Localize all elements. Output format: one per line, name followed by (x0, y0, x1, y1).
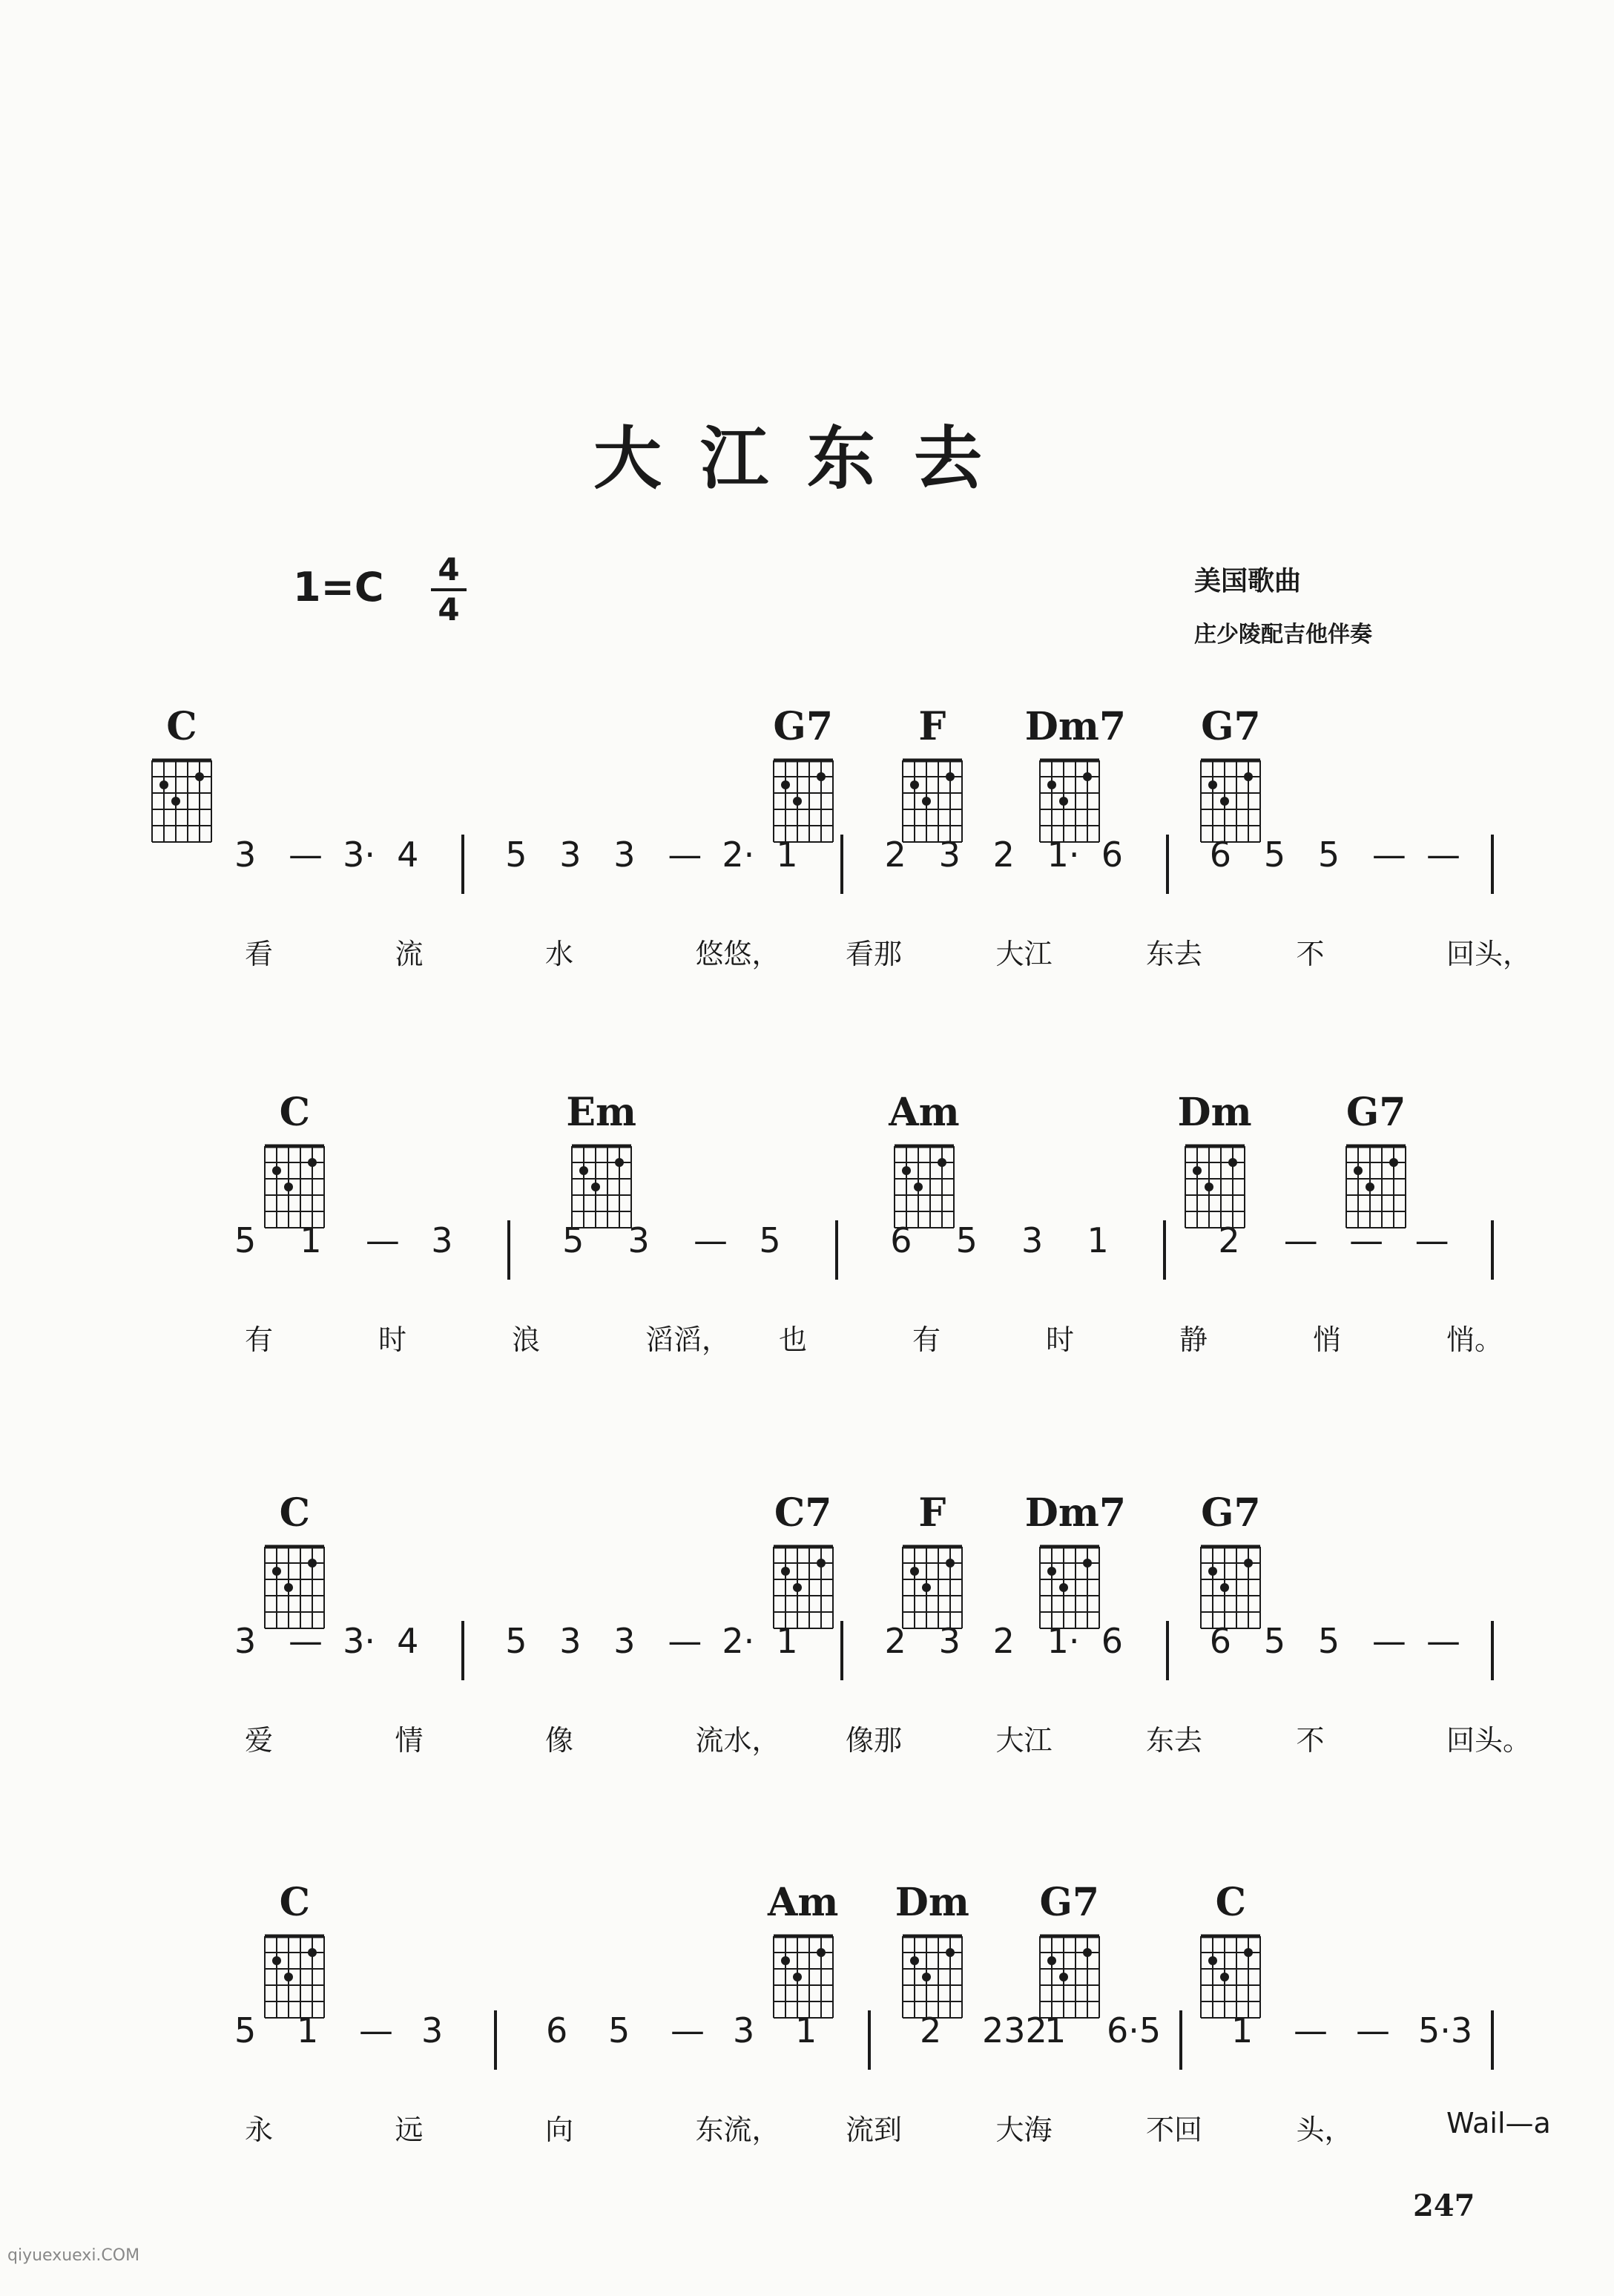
barline (868, 2010, 871, 2070)
barline (840, 1621, 843, 1680)
note: 4 (397, 1621, 419, 1661)
note: 1 (776, 835, 798, 875)
barline (1491, 835, 1494, 894)
chord-name: G7 (1345, 1090, 1406, 1135)
note: — (671, 2010, 705, 2050)
lyric-word: 悠悠， (695, 938, 780, 970)
notes-row (0, 1621, 1614, 1688)
chord-name: Dm7 (1024, 1490, 1127, 1536)
note: 3 (938, 835, 961, 875)
score-line (0, 1881, 1614, 2296)
lyric-word: 有 (912, 1323, 941, 1356)
lyric-word: 流 (395, 938, 424, 970)
note: 3 (613, 1621, 636, 1661)
note: 3 (1021, 1220, 1044, 1260)
chord-diagram (1190, 749, 1271, 846)
score-line (0, 1491, 1614, 1907)
chord (250, 1091, 339, 1231)
note: 1 (300, 1220, 322, 1260)
note: 6·5 (1107, 2010, 1162, 2050)
time-signature-bottom: 4 (438, 591, 460, 628)
notes-row (0, 835, 1614, 901)
lyric-word: 回头， (1446, 938, 1532, 970)
lyric-word: 东流， (695, 2114, 780, 2146)
chord-diagram (1174, 1135, 1256, 1231)
note: 6 (1101, 1621, 1123, 1661)
chord (1170, 1091, 1259, 1231)
lyric-word: 大江 (995, 1724, 1053, 1757)
chord (250, 1881, 339, 2022)
barline (1491, 2010, 1494, 2070)
note: 5 (1317, 835, 1340, 875)
lyric-word: 不 (1296, 1724, 1325, 1757)
lyric-word: 静 (1179, 1323, 1208, 1356)
barline (1163, 1220, 1166, 1280)
chord-diagram (254, 1536, 335, 1632)
note: — (1414, 1220, 1449, 1260)
chord (759, 705, 848, 846)
note: 3 (559, 1621, 582, 1661)
note: — (1371, 1621, 1406, 1661)
chord (1024, 704, 1127, 846)
score-line (0, 1091, 1614, 1506)
note: 5 (1263, 1621, 1286, 1661)
note: — (1294, 2010, 1328, 2050)
note: 1· (1047, 1621, 1080, 1661)
lyric-word: 不回 (1146, 2114, 1203, 2146)
note: 6 (546, 2010, 568, 2050)
chord (888, 1881, 977, 2022)
note: 1 (1231, 2010, 1254, 2050)
note: 2 (1218, 1220, 1240, 1260)
lyric-word: 看 (245, 938, 274, 970)
lyric-word: 悄 (1313, 1323, 1342, 1356)
note: 1 (776, 1621, 798, 1661)
note: 5 (1263, 835, 1286, 875)
barline (835, 1220, 838, 1280)
note: 1 (297, 2010, 319, 2050)
chord-name: C (279, 1880, 310, 1925)
chord (1186, 1881, 1275, 2022)
chord-diagram (1190, 1925, 1271, 2022)
lyric-word: 东去 (1146, 938, 1203, 970)
chord (250, 1491, 339, 1632)
note: 2· (722, 835, 755, 875)
chord (557, 1091, 646, 1231)
note: 5 (505, 1621, 527, 1661)
chord-diagram (1029, 749, 1110, 846)
note: 3 (613, 835, 636, 875)
note: 3 (421, 2010, 444, 2050)
lyric-word: 情 (395, 1724, 424, 1757)
barline (1166, 1621, 1169, 1680)
lyric-word: 也 (779, 1323, 808, 1356)
lyrics-row (0, 931, 1614, 976)
lyric-word: 回头。 (1446, 1724, 1532, 1757)
chord-diagram (141, 749, 223, 846)
note: 3 (431, 1220, 453, 1260)
lyric-word: 永 (245, 2114, 274, 2146)
chord (759, 1491, 848, 1632)
chord (1025, 1881, 1114, 2022)
chord (759, 1881, 848, 2022)
chord-name: Am (768, 1880, 839, 1925)
chord-name: C (1215, 1880, 1247, 1925)
note: 5·3 (1418, 2010, 1473, 2050)
lyric-word: 大江 (995, 938, 1053, 970)
chord-name: F (918, 704, 946, 749)
note: — (1349, 1220, 1384, 1260)
chord-diagram (762, 1536, 844, 1632)
note: 5 (759, 1220, 781, 1260)
lyric-word: 流到 (846, 2114, 903, 2146)
barline (840, 835, 843, 894)
note: 2 (884, 1621, 906, 1661)
lyric-word: Wail—a (1446, 2107, 1551, 2139)
chord-diagram (892, 1536, 973, 1632)
lyrics-row (0, 2107, 1614, 2151)
note: 2 (920, 2010, 942, 2050)
lyric-word: 远 (395, 2114, 424, 2146)
chord-diagram (762, 749, 844, 846)
chord-name: Dm (1177, 1090, 1252, 1135)
chord-name: C (279, 1090, 310, 1135)
note: 5 (234, 1220, 257, 1260)
note: 5 (955, 1220, 978, 1260)
note: — (289, 1621, 323, 1661)
note: — (1371, 835, 1406, 875)
note: 3 (628, 1220, 650, 1260)
chord-name: F (918, 1490, 946, 1536)
time-signature (426, 553, 471, 627)
note: 2 (884, 835, 906, 875)
lyric-word: 不 (1296, 938, 1325, 970)
chord (1186, 1491, 1275, 1632)
chord-name: G7 (1201, 704, 1261, 749)
note: 1· (1047, 835, 1080, 875)
note: 3 (559, 835, 582, 875)
barline (1166, 835, 1169, 894)
barline (1179, 2010, 1182, 2070)
chord-name: Am (889, 1090, 960, 1135)
barline (461, 835, 464, 894)
chord-diagram (762, 1925, 844, 2022)
chord-name: G7 (773, 704, 834, 749)
chord (888, 1491, 977, 1632)
lyric-word: 流水， (695, 1724, 780, 1757)
chord-diagram (892, 1925, 973, 2022)
chord-diagram (1335, 1135, 1417, 1231)
chord-name: C (279, 1490, 310, 1536)
chord (1331, 1091, 1420, 1231)
notes-row (0, 1220, 1614, 1287)
note: 6 (1101, 835, 1123, 875)
chord-name: C (166, 704, 197, 749)
lyric-word: 浪 (512, 1323, 541, 1356)
note: 5 (234, 2010, 257, 2050)
chord (888, 705, 977, 846)
note: 1 (1044, 2010, 1067, 2050)
note: 5 (562, 1220, 584, 1260)
note: 3· (343, 1621, 375, 1661)
credit-origin: 美国歌曲 (1194, 566, 1302, 596)
note: 1 (1087, 1220, 1109, 1260)
watermark: qiyuexuexi.COM (7, 2246, 140, 2265)
chord-diagram (254, 1925, 335, 2022)
note: — (1426, 835, 1460, 875)
lyric-word: 水 (545, 938, 574, 970)
lyric-word: 向 (545, 2114, 574, 2146)
lyrics-row (0, 1717, 1614, 1762)
note: — (668, 835, 702, 875)
note: 6 (1209, 835, 1232, 875)
chord-diagram (883, 1135, 965, 1231)
chord-name: Dm (895, 1880, 969, 1925)
note: 3 (234, 1621, 257, 1661)
chord-name: C7 (774, 1490, 832, 1536)
barline (1491, 1621, 1494, 1680)
note: 3 (733, 2010, 755, 2050)
note: 2· (722, 1621, 755, 1661)
note: 232 (982, 2010, 1047, 2050)
notes-row (0, 2010, 1614, 2077)
credit-arranger: 庄少陵配吉他伴奏 (1194, 622, 1372, 648)
chord-diagram (1029, 1536, 1110, 1632)
chord-diagram (1190, 1536, 1271, 1632)
chord (1024, 1490, 1127, 1632)
note: 6 (890, 1220, 912, 1260)
note: 5 (608, 2010, 630, 2050)
lyric-word: 时 (1046, 1323, 1075, 1356)
time-signature-top: 4 (438, 551, 460, 588)
lyric-word: 悄。 (1446, 1323, 1503, 1356)
key-signature: 1=C (293, 564, 384, 611)
note: 6 (1209, 1621, 1232, 1661)
chord-diagram (254, 1135, 335, 1231)
lyric-word: 爱 (245, 1724, 274, 1757)
note: 1 (795, 2010, 817, 2050)
lyric-word: 时 (378, 1323, 407, 1356)
chord-diagram (561, 1135, 642, 1231)
song-title: 大江东去 (593, 418, 1021, 499)
note: 3· (343, 835, 375, 875)
lyric-word: 东去 (1146, 1724, 1203, 1757)
barline (507, 1220, 510, 1280)
lyrics-row (0, 1317, 1614, 1361)
lyric-word: 头， (1296, 2114, 1353, 2146)
chord (1186, 705, 1275, 846)
barline (494, 2010, 497, 2070)
note: — (693, 1220, 728, 1260)
chord-diagram (1029, 1925, 1110, 2022)
lyric-word: 大海 (995, 2114, 1053, 2146)
note: — (668, 1621, 702, 1661)
lyric-word: 看那 (846, 938, 903, 970)
note: 5 (505, 835, 527, 875)
note: — (365, 1220, 400, 1260)
note: 2 (992, 835, 1015, 875)
chord-diagram (892, 749, 973, 846)
chord-name: G7 (1039, 1880, 1100, 1925)
note: 3 (234, 835, 257, 875)
lyric-word: 有 (245, 1323, 274, 1356)
lyric-word: 像 (545, 1724, 574, 1757)
note: — (289, 835, 323, 875)
barline (461, 1621, 464, 1680)
barline (1491, 1220, 1494, 1280)
page-number: 247 (1413, 2188, 1475, 2223)
note: — (359, 2010, 393, 2050)
lyric-word: 滔滔， (645, 1323, 731, 1356)
chord-name: Em (566, 1090, 637, 1135)
note: — (1426, 1621, 1460, 1661)
chord (880, 1091, 969, 1231)
chord-name: G7 (1201, 1490, 1261, 1536)
note: 2 (992, 1621, 1015, 1661)
note: — (1283, 1220, 1318, 1260)
lyric-word: 像那 (846, 1724, 903, 1757)
note: 4 (397, 835, 419, 875)
note: 3 (938, 1621, 961, 1661)
note: 5 (1317, 1621, 1340, 1661)
note: — (1356, 2010, 1390, 2050)
chord-name: Dm7 (1024, 704, 1127, 749)
chord (137, 705, 226, 846)
score-line (0, 705, 1614, 1120)
